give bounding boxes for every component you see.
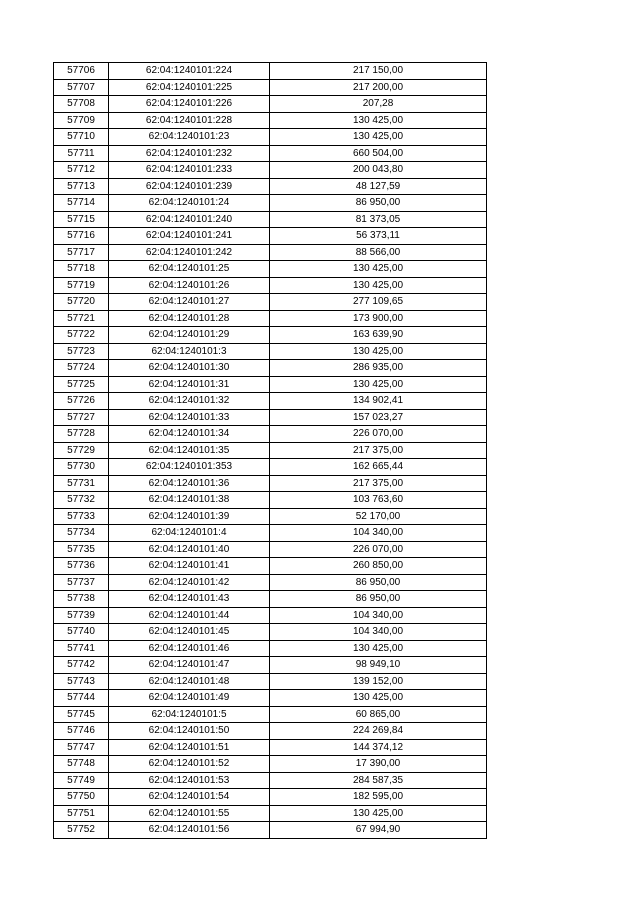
row-number-cell: 57747 xyxy=(54,739,109,756)
cadastral-number-cell: 62:04:1240101:53 xyxy=(109,772,270,789)
table-row xyxy=(54,178,487,195)
table-row xyxy=(54,96,487,113)
row-number-cell: 57744 xyxy=(54,690,109,707)
value-cell: 130 425,00 xyxy=(270,805,487,822)
cadastral-number-cell: 62:04:1240101:56 xyxy=(109,822,270,839)
value-cell: 173 900,00 xyxy=(270,310,487,327)
row-number-cell: 57724 xyxy=(54,360,109,377)
cadastral-number-cell: 62:04:1240101:50 xyxy=(109,723,270,740)
cadastral-number-cell: 62:04:1240101:242 xyxy=(109,244,270,261)
cadastral-number-cell: 62:04:1240101:31 xyxy=(109,376,270,393)
cadastral-number-cell: 62:04:1240101:47 xyxy=(109,657,270,674)
value-cell: 130 425,00 xyxy=(270,640,487,657)
value-cell: 130 425,00 xyxy=(270,376,487,393)
row-number-cell: 57738 xyxy=(54,591,109,608)
table-row xyxy=(54,772,487,789)
row-number-cell: 57706 xyxy=(54,63,109,80)
row-number-cell: 57731 xyxy=(54,475,109,492)
value-cell: 86 950,00 xyxy=(270,591,487,608)
cadastral-number-cell: 62:04:1240101:26 xyxy=(109,277,270,294)
value-cell: 104 340,00 xyxy=(270,607,487,624)
cadastral-number-cell: 62:04:1240101:25 xyxy=(109,261,270,278)
table-row xyxy=(54,492,487,509)
table-row xyxy=(54,228,487,245)
value-cell: 104 340,00 xyxy=(270,624,487,641)
value-cell: 134 902,41 xyxy=(270,393,487,410)
row-number-cell: 57718 xyxy=(54,261,109,278)
row-number-cell: 57729 xyxy=(54,442,109,459)
row-number-cell: 57709 xyxy=(54,112,109,129)
value-cell: 226 070,00 xyxy=(270,541,487,558)
cadastral-number-cell: 62:04:1240101:39 xyxy=(109,508,270,525)
table-row xyxy=(54,508,487,525)
table-row xyxy=(54,690,487,707)
value-cell: 130 425,00 xyxy=(270,277,487,294)
cadastral-number-cell: 62:04:1240101:240 xyxy=(109,211,270,228)
row-number-cell: 57715 xyxy=(54,211,109,228)
value-cell: 86 950,00 xyxy=(270,195,487,212)
value-cell: 103 763,60 xyxy=(270,492,487,509)
cadastral-number-cell: 62:04:1240101:48 xyxy=(109,673,270,690)
table-row xyxy=(54,145,487,162)
value-cell: 17 390,00 xyxy=(270,756,487,773)
table-row xyxy=(54,640,487,657)
value-cell: 67 994,90 xyxy=(270,822,487,839)
row-number-cell: 57714 xyxy=(54,195,109,212)
value-cell: 130 425,00 xyxy=(270,261,487,278)
table-row xyxy=(54,607,487,624)
cadastral-number-cell: 62:04:1240101:52 xyxy=(109,756,270,773)
cadastral-number-cell: 62:04:1240101:54 xyxy=(109,789,270,806)
table-row xyxy=(54,591,487,608)
value-cell: 130 425,00 xyxy=(270,129,487,146)
value-cell: 81 373,05 xyxy=(270,211,487,228)
table-row xyxy=(54,426,487,443)
cadastral-number-cell: 62:04:1240101:42 xyxy=(109,574,270,591)
row-number-cell: 57723 xyxy=(54,343,109,360)
row-number-cell: 57733 xyxy=(54,508,109,525)
table-row xyxy=(54,822,487,839)
table-row xyxy=(54,442,487,459)
row-number-cell: 57720 xyxy=(54,294,109,311)
table-row xyxy=(54,211,487,228)
cadastral-number-cell: 62:04:1240101:49 xyxy=(109,690,270,707)
cadastral-number-cell: 62:04:1240101:3 xyxy=(109,343,270,360)
table-row xyxy=(54,129,487,146)
table-row xyxy=(54,294,487,311)
row-number-cell: 57722 xyxy=(54,327,109,344)
cadastral-number-cell: 62:04:1240101:45 xyxy=(109,624,270,641)
row-number-cell: 57743 xyxy=(54,673,109,690)
table-row xyxy=(54,624,487,641)
row-number-cell: 57749 xyxy=(54,772,109,789)
cadastral-number-cell: 62:04:1240101:232 xyxy=(109,145,270,162)
row-number-cell: 57708 xyxy=(54,96,109,113)
cadastral-number-cell: 62:04:1240101:40 xyxy=(109,541,270,558)
cadastral-number-cell: 62:04:1240101:36 xyxy=(109,475,270,492)
table-row xyxy=(54,63,487,80)
row-number-cell: 57748 xyxy=(54,756,109,773)
row-number-cell: 57737 xyxy=(54,574,109,591)
value-cell: 139 152,00 xyxy=(270,673,487,690)
cadastral-number-cell: 62:04:1240101:32 xyxy=(109,393,270,410)
value-cell: 130 425,00 xyxy=(270,690,487,707)
cadastral-value-table xyxy=(53,62,487,839)
cadastral-number-cell: 62:04:1240101:43 xyxy=(109,591,270,608)
cadastral-number-cell: 62:04:1240101:23 xyxy=(109,129,270,146)
table-row xyxy=(54,195,487,212)
row-number-cell: 57726 xyxy=(54,393,109,410)
table-body xyxy=(54,63,487,839)
row-number-cell: 57707 xyxy=(54,79,109,96)
value-cell: 48 127,59 xyxy=(270,178,487,195)
row-number-cell: 57750 xyxy=(54,789,109,806)
row-number-cell: 57732 xyxy=(54,492,109,509)
table-row xyxy=(54,525,487,542)
table-row xyxy=(54,112,487,129)
table-row xyxy=(54,574,487,591)
value-cell: 277 109,65 xyxy=(270,294,487,311)
row-number-cell: 57719 xyxy=(54,277,109,294)
value-cell: 88 566,00 xyxy=(270,244,487,261)
cadastral-number-cell: 62:04:1240101:51 xyxy=(109,739,270,756)
row-number-cell: 57742 xyxy=(54,657,109,674)
table-row xyxy=(54,310,487,327)
cadastral-number-cell: 62:04:1240101:228 xyxy=(109,112,270,129)
cadastral-number-cell: 62:04:1240101:233 xyxy=(109,162,270,179)
value-cell: 130 425,00 xyxy=(270,112,487,129)
row-number-cell: 57727 xyxy=(54,409,109,426)
row-number-cell: 57739 xyxy=(54,607,109,624)
cadastral-number-cell: 62:04:1240101:30 xyxy=(109,360,270,377)
value-cell: 86 950,00 xyxy=(270,574,487,591)
table-row xyxy=(54,277,487,294)
table-row xyxy=(54,739,487,756)
cadastral-number-cell: 62:04:1240101:4 xyxy=(109,525,270,542)
table-row xyxy=(54,79,487,96)
row-number-cell: 57745 xyxy=(54,706,109,723)
table-row xyxy=(54,376,487,393)
cadastral-number-cell: 62:04:1240101:34 xyxy=(109,426,270,443)
value-cell: 207,28 xyxy=(270,96,487,113)
row-number-cell: 57735 xyxy=(54,541,109,558)
value-cell: 98 949,10 xyxy=(270,657,487,674)
cadastral-number-cell: 62:04:1240101:38 xyxy=(109,492,270,509)
table-row xyxy=(54,706,487,723)
row-number-cell: 57713 xyxy=(54,178,109,195)
row-number-cell: 57740 xyxy=(54,624,109,641)
row-number-cell: 57716 xyxy=(54,228,109,245)
cadastral-number-cell: 62:04:1240101:55 xyxy=(109,805,270,822)
row-number-cell: 57730 xyxy=(54,459,109,476)
value-cell: 56 373,11 xyxy=(270,228,487,245)
value-cell: 260 850,00 xyxy=(270,558,487,575)
table-row xyxy=(54,409,487,426)
value-cell: 660 504,00 xyxy=(270,145,487,162)
cadastral-number-cell: 62:04:1240101:24 xyxy=(109,195,270,212)
value-cell: 286 935,00 xyxy=(270,360,487,377)
table-row xyxy=(54,393,487,410)
value-cell: 217 375,00 xyxy=(270,475,487,492)
cadastral-number-cell: 62:04:1240101:46 xyxy=(109,640,270,657)
value-cell: 163 639,90 xyxy=(270,327,487,344)
value-cell: 217 375,00 xyxy=(270,442,487,459)
value-cell: 157 023,27 xyxy=(270,409,487,426)
table-row xyxy=(54,805,487,822)
cadastral-number-cell: 62:04:1240101:226 xyxy=(109,96,270,113)
cadastral-number-cell: 62:04:1240101:353 xyxy=(109,459,270,476)
cadastral-number-cell: 62:04:1240101:33 xyxy=(109,409,270,426)
value-cell: 162 665,44 xyxy=(270,459,487,476)
row-number-cell: 57752 xyxy=(54,822,109,839)
row-number-cell: 57736 xyxy=(54,558,109,575)
cadastral-number-cell: 62:04:1240101:35 xyxy=(109,442,270,459)
row-number-cell: 57728 xyxy=(54,426,109,443)
row-number-cell: 57734 xyxy=(54,525,109,542)
table-row xyxy=(54,327,487,344)
table-row xyxy=(54,657,487,674)
table-row xyxy=(54,723,487,740)
row-number-cell: 57725 xyxy=(54,376,109,393)
cadastral-number-cell: 62:04:1240101:44 xyxy=(109,607,270,624)
table-row xyxy=(54,673,487,690)
cadastral-number-cell: 62:04:1240101:27 xyxy=(109,294,270,311)
table-row xyxy=(54,541,487,558)
cadastral-number-cell: 62:04:1240101:41 xyxy=(109,558,270,575)
table-row xyxy=(54,789,487,806)
cadastral-number-cell: 62:04:1240101:28 xyxy=(109,310,270,327)
cadastral-number-cell: 62:04:1240101:29 xyxy=(109,327,270,344)
value-cell: 60 865,00 xyxy=(270,706,487,723)
row-number-cell: 57751 xyxy=(54,805,109,822)
row-number-cell: 57711 xyxy=(54,145,109,162)
cadastral-number-cell: 62:04:1240101:225 xyxy=(109,79,270,96)
value-cell: 104 340,00 xyxy=(270,525,487,542)
value-cell: 182 595,00 xyxy=(270,789,487,806)
table-row xyxy=(54,756,487,773)
row-number-cell: 57717 xyxy=(54,244,109,261)
cadastral-number-cell: 62:04:1240101:5 xyxy=(109,706,270,723)
row-number-cell: 57710 xyxy=(54,129,109,146)
value-cell: 284 587,35 xyxy=(270,772,487,789)
table-row xyxy=(54,162,487,179)
table-row xyxy=(54,244,487,261)
table-row xyxy=(54,360,487,377)
table-row xyxy=(54,261,487,278)
value-cell: 226 070,00 xyxy=(270,426,487,443)
cadastral-number-cell: 62:04:1240101:224 xyxy=(109,63,270,80)
value-cell: 144 374,12 xyxy=(270,739,487,756)
row-number-cell: 57712 xyxy=(54,162,109,179)
table-row xyxy=(54,558,487,575)
row-number-cell: 57721 xyxy=(54,310,109,327)
cadastral-number-cell: 62:04:1240101:241 xyxy=(109,228,270,245)
table-row xyxy=(54,459,487,476)
value-cell: 217 200,00 xyxy=(270,79,487,96)
value-cell: 200 043,80 xyxy=(270,162,487,179)
row-number-cell: 57741 xyxy=(54,640,109,657)
value-cell: 52 170,00 xyxy=(270,508,487,525)
row-number-cell: 57746 xyxy=(54,723,109,740)
value-cell: 130 425,00 xyxy=(270,343,487,360)
value-cell: 224 269,84 xyxy=(270,723,487,740)
table-row xyxy=(54,475,487,492)
cadastral-number-cell: 62:04:1240101:239 xyxy=(109,178,270,195)
value-cell: 217 150,00 xyxy=(270,63,487,80)
table-row xyxy=(54,343,487,360)
